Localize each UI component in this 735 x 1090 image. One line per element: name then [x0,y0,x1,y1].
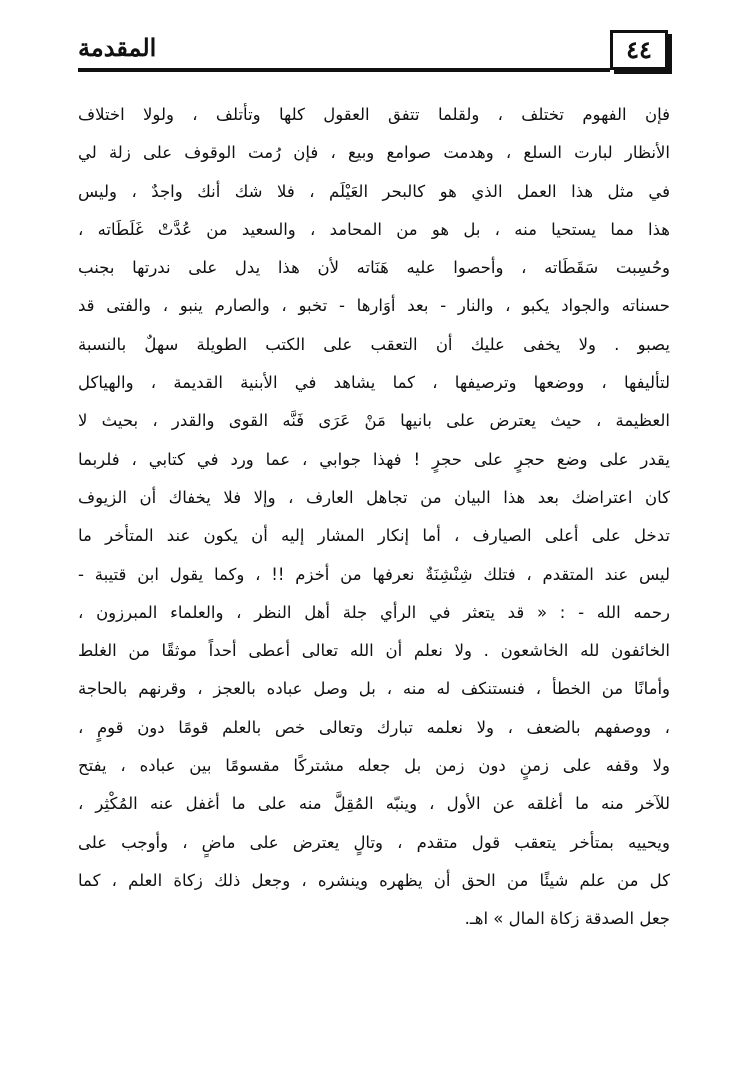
text-line: الخائفون لله الخاشعون . ولا نعلم أن الله تعالى أعطى أحداً موثقًا من الغلط [78,641,670,661]
page-header [78,28,670,78]
text-line: كان اعتراضك بعد هذا البيان من تجاهل العارف ، وإلا فلا يخفاك أن الزيوف [78,487,670,507]
text-line: كل من علم شيئًا من الحق أن يظهره وينشره ، وجعل ذلك زكاة العلم ، كما [78,870,670,890]
body-text [78,96,670,939]
text-line: حسناته والجواد يكبو ، والنار - بعد أوَارها - تخبو ، والصارم ينبو ، والفتى قد [78,296,670,316]
text-line: يصبو . ولا يخفى عليك أن التعقب على الكتب الطويلة سهلٌ بالنسبة [78,334,670,354]
text-line: فإن الفهوم تختلف ، ولقلما تتفق العقول كلها وتأتلف ، ولولا اختلاف [78,105,670,124]
page-number: ٤٤ [610,30,668,70]
text-line: ليس عند المتقدم ، فتلك شِنْشِنَةٌ نعرفها من أخزم !! ، وكما يقول ابن قتيبة - [78,564,670,584]
text-line: ويحييه بمتأخر يتعقب قول متقدم ، وتالٍ يعترض على ماضٍ ، وأوجب على [78,832,670,852]
text-line: ، ووصفهم بالضعف ، ولا نعلمه تبارك وتعالى خص بالعلم قومًا دون قومٍ ، [78,717,670,737]
text-line: تدخل على أعلى الصيارف ، أما إنكار المشار إليه أن يكون عند المتأخر ما [78,526,670,546]
chapter-title: المقدمة [78,33,157,62]
text-line: وحُسِبت سَقَطَاته ، وأحصوا عليه هَنَاته لأن هذا يدل على ندرتها بجنب [78,258,670,278]
text-line: الأنظار لبارت السلع ، وهدمت صوامع وبيع ، فإن رُمت الوقوف على زلة لي [78,143,670,163]
text-line: وأمانًا من الخطأ ، فنستنكف له منه ، بل وصل عباده بالعجز ، وقرنهم بالحاجة [78,679,670,699]
text-line: هذا مما يستحيا منه ، بل هو من المحامد ، والسعيد من عُدَّتْ غَلَطَاته ، [78,219,670,239]
header-rule [78,68,610,72]
text-line: العظيمة ، حيث يعترض على بانيها مَنْ عَرَى فَنَّه القوى والقدر ، بحيث لا [78,411,670,431]
text-line: يقدر على وضع حجرٍ على حجرٍ ! فهذا جوابي ، عما ورد في كتابي ، فلربما [78,449,670,469]
text-line: لتأليفها ، ووضعها وترصيفها ، كما يشاهد في الأبنية القديمة ، والهياكل [78,373,670,393]
text-line: في مثل هذا العمل الذي هو كالبحر العَيْلَم ، فلا شك أنك واجدٌ ، وليس [78,181,670,201]
text-line: ولا وقفه على زمنٍ دون زمن بل جعله مشتركًا مقسومًا بين عباده ، يفتح [78,756,670,776]
text-line: رحمه الله - : « قد يتعثر في الرأي جلة أهل النظر ، والعلماء المبرزون ، [78,602,670,622]
text-line: جعل الصدقة زكاة المال » اهـ. [464,909,670,929]
text-line: للآخر منه ما أغلقه عن الأول ، وينبّه المُقِلَّ منه على ما أغفل عنه المُكْثِر ، [78,794,670,814]
